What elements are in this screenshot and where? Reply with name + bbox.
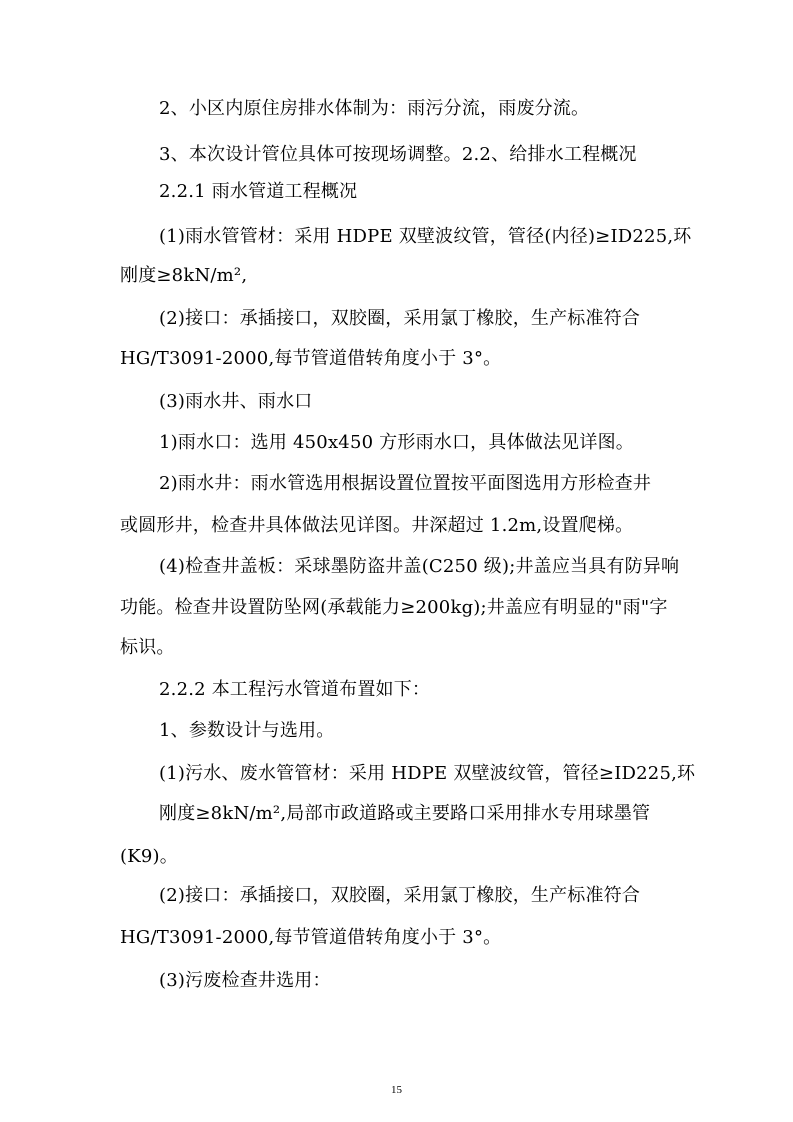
paragraph-line: HG/T3091-2000,每节管道借转角度小于 3°。 — [120, 927, 502, 948]
paragraph-line: (2)接口：承插接口，双胶圈，采用氯丁橡胶，生产标准符合 — [159, 308, 641, 329]
paragraph-line: 刚度≥8kN/m², — [120, 265, 248, 286]
paragraph-line: 刚度≥8kN/m²,局部市政道路或主要路口采用排水专用球墨管 — [159, 803, 651, 824]
paragraph-line: 1、参数设计与选用。 — [159, 720, 335, 741]
paragraph-line: (1)雨水管管材：采用 HDPE 双壁波纹管，管径(内径)≥ID225,环 — [159, 226, 692, 247]
paragraph-line: HG/T3091-2000,每节管道借转角度小于 3°。 — [120, 348, 502, 369]
paragraph-line: 2)雨水井：雨水管选用根据设置位置按平面图选用方形检查井 — [159, 473, 652, 494]
paragraph-line: 功能。检查井设置防坠网(承载能力≥200kg);井盖应有明显的"雨"字 — [120, 597, 668, 618]
paragraph-line: 2、小区内原住房排水体制为：雨污分流，雨废分流。 — [159, 98, 590, 119]
paragraph-line: (3)污废检查井选用： — [159, 970, 331, 991]
paragraph-line: 或圆形井，检查井具体做法见详图。井深超过 1.2m,设置爬梯。 — [120, 515, 634, 536]
paragraph-line: (2)接口：承插接口，双胶圈，采用氯丁橡胶，生产标准符合 — [159, 885, 641, 906]
paragraph-line: (1)污水、废水管管材：采用 HDPE 双壁波纹管，管径≥ID225,环 — [159, 763, 696, 784]
paragraph-line: (3)雨水井、雨水口 — [159, 391, 313, 412]
paragraph-line: 1)雨水口：选用 450x450 方形雨水口，具体做法见详图。 — [159, 432, 634, 453]
section-heading: 2.2.1 雨水管道工程概况 — [159, 181, 358, 202]
paragraph-line: (4)检查井盖板：采球墨防盗井盖(C250 级);井盖应当具有防异响 — [159, 556, 680, 577]
paragraph-line: 标识。 — [120, 637, 175, 658]
paragraph-line: (K9)。 — [120, 846, 178, 867]
section-heading: 2.2.2 本工程污水管道布置如下： — [159, 679, 431, 700]
paragraph-line: 3、本次设计管位具体可按现场调整。2.2、给排水工程概况 — [159, 144, 637, 165]
page-number: 15 — [391, 1084, 402, 1096]
